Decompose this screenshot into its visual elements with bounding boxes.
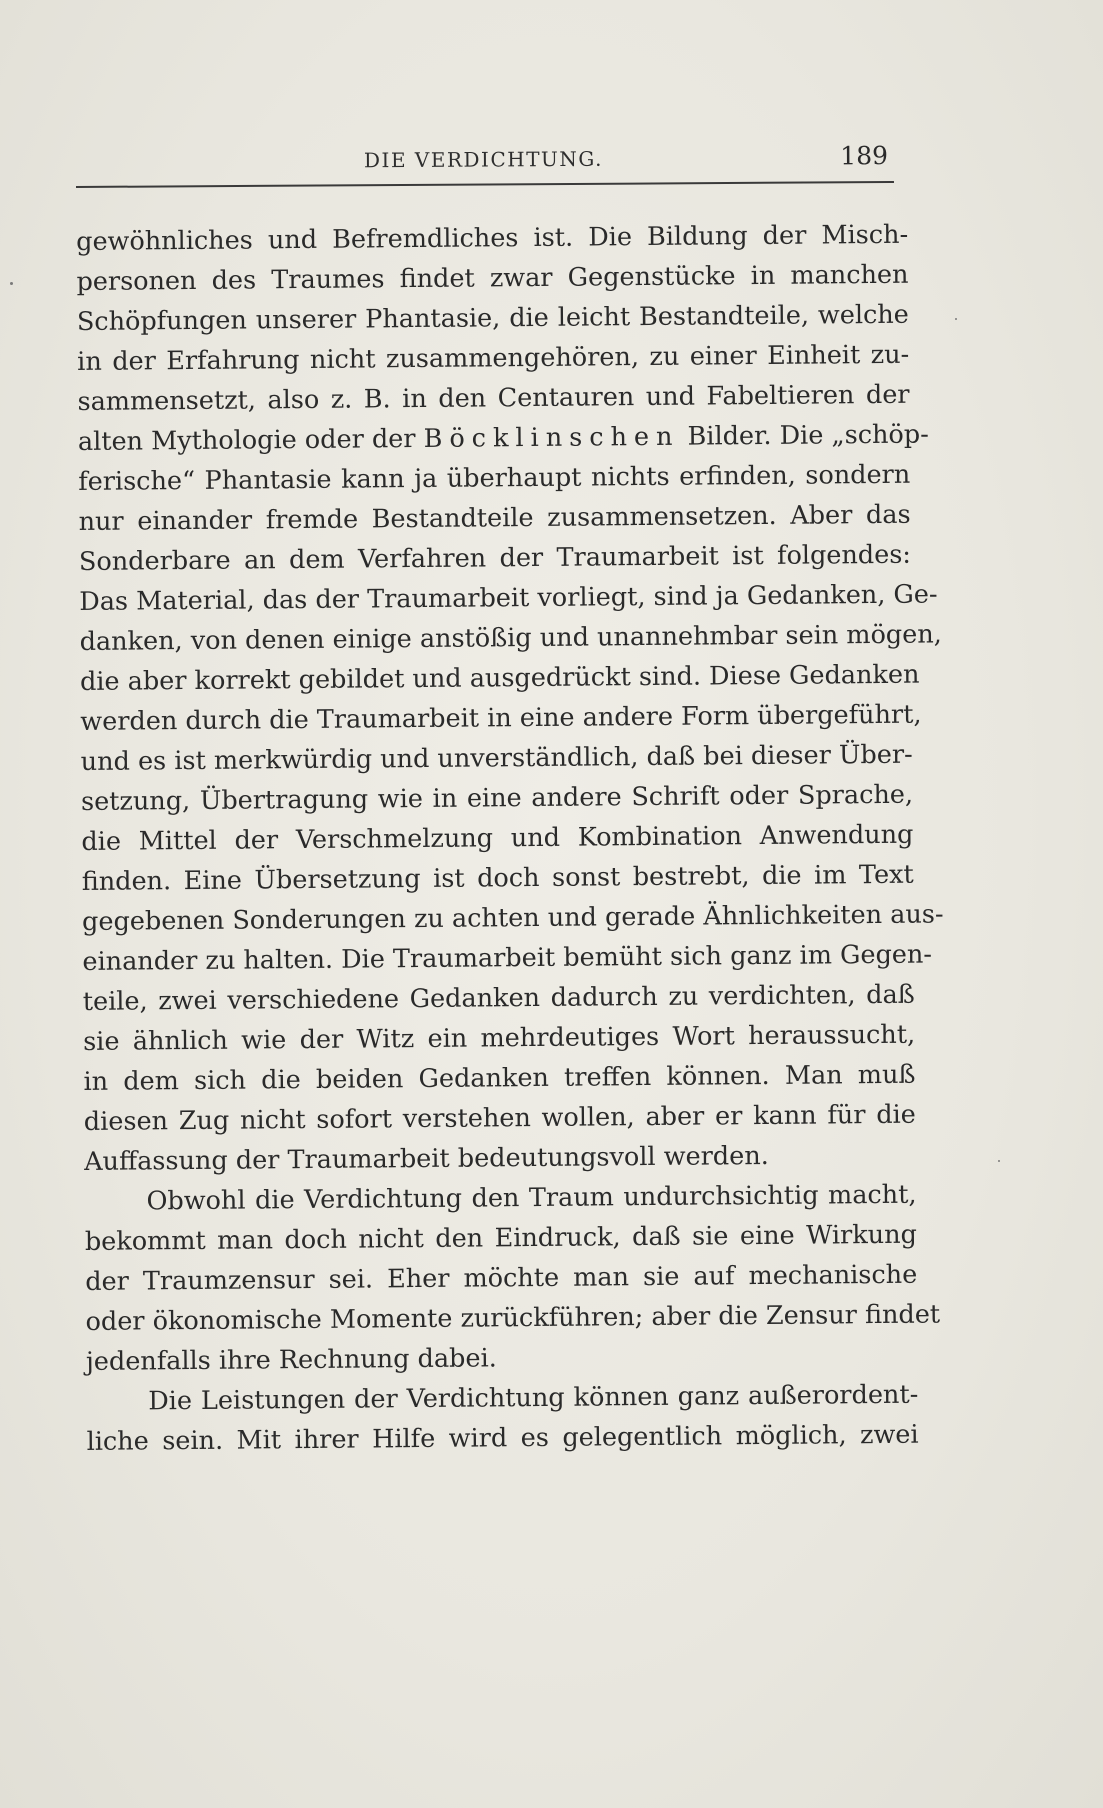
text-line: Auffassung der Traumarbeit bedeutungsvoll werden.: [84, 1140, 769, 1177]
text-line: die aber korrekt gebildet und ausgedrückt sind. Diese Gedanken: [79, 659, 920, 697]
paragraph-3: [86, 1375, 919, 1462]
paragraph-1: [76, 215, 944, 1182]
running-title: DIE VERDICHTUNG.: [363, 146, 604, 173]
text-line: nur einander fremde Bestandteile zusammensetzen. Aber das: [78, 499, 911, 537]
paper-speck: [955, 318, 957, 320]
paragraph-2: [84, 1175, 941, 1382]
text-line: in dem sich die beiden Gedanken treffen können. Man muß: [83, 1059, 916, 1097]
text-line: oder ökonomische Momente zurückführen; aber die Zensur findet: [85, 1299, 941, 1337]
text-line-pre: alten Mythologie oder der: [77, 423, 424, 457]
text-line: Obwohl die Verdichtung den Traum undurchsichtig macht,: [146, 1179, 917, 1217]
text-line: und es ist merkwürdig und unverständlich, daß bei dieser Über-: [80, 739, 913, 777]
text-line: Das Material, das der Traumarbeit vorliegt, sind ja Gedanken, Ge-: [79, 579, 938, 617]
text-line: die Mittel der Verschmelzung und Kombination Anwendung: [81, 819, 914, 857]
text-line: sie ähnlich wie der Witz ein mehrdeutiges Wort heraussucht,: [83, 1019, 916, 1057]
text-line: bekommt man doch nicht den Eindruck, daß sie eine Wirkung: [84, 1219, 918, 1257]
text-line: ferische“ Phantasie kann ja überhaupt nichts erfinden, sondern: [78, 459, 911, 497]
text-line: jedenfalls ihre Rechnung dabei.: [85, 1343, 497, 1377]
text-line: diesen Zug nicht sofort verstehen wollen, aber er kann für die: [83, 1099, 916, 1137]
text-line: einander zu halten. Die Traumarbeit bemüht sich ganz im Gegen-: [82, 939, 933, 977]
body-text: [76, 215, 944, 1462]
running-head: [76, 141, 896, 182]
emphasized-name: Böcklinschen: [423, 421, 680, 454]
header-rule: [76, 181, 894, 188]
text-line: der Traumzensur sei. Eher möchte man sie auf mechanische: [85, 1259, 918, 1297]
page-number: 189: [840, 141, 889, 171]
text-line: sammensetzt, also z. B. in den Centauren und Fabeltieren der: [77, 379, 910, 417]
text-line: setzung, Übertragung wie in eine andere Schrift oder Sprache,: [80, 779, 914, 817]
text-line: in der Erfahrung nicht zusammengehören, zu einer Einheit zu-: [77, 339, 910, 377]
text-line: werden durch die Traumarbeit in eine andere Form übergeführt,: [80, 699, 922, 737]
text-line: liche sein. Mit ihrer Hilfe wird es gelegentlich möglich, zwei: [86, 1419, 919, 1457]
paper-speck: [998, 1160, 1000, 1162]
text-line: Schöpfungen unserer Phantasie, die leicht Bestandteile, welche: [76, 299, 909, 337]
text-line: Sonderbare an dem Verfahren der Traumarbeit ist folgendes:: [78, 539, 912, 577]
paper-speck: [10, 282, 13, 285]
text-line: danken, von denen einige anstößig und unannehmbar sein mögen,: [79, 619, 942, 657]
text-line: teile, zwei verschiedene Gedanken dadurch zu verdichten, daß: [82, 979, 915, 1017]
text-line: Die Leistungen der Verdichtung können ganz außerordent-: [148, 1379, 919, 1417]
text-line-post: Bilder. Die „schöp-: [679, 419, 929, 452]
text-line: gewöhnliches und Befremdliches ist. Die Bildung der Misch-: [76, 219, 909, 257]
text-line: personen des Traumes findet zwar Gegenstücke in manchen: [76, 259, 909, 297]
text-line: finden. Eine Übersetzung ist doch sonst bestrebt, die im Text: [81, 859, 914, 897]
text-line: gegebenen Sonderungen zu achten und gerade Ähnlichkeiten aus-: [81, 899, 944, 937]
